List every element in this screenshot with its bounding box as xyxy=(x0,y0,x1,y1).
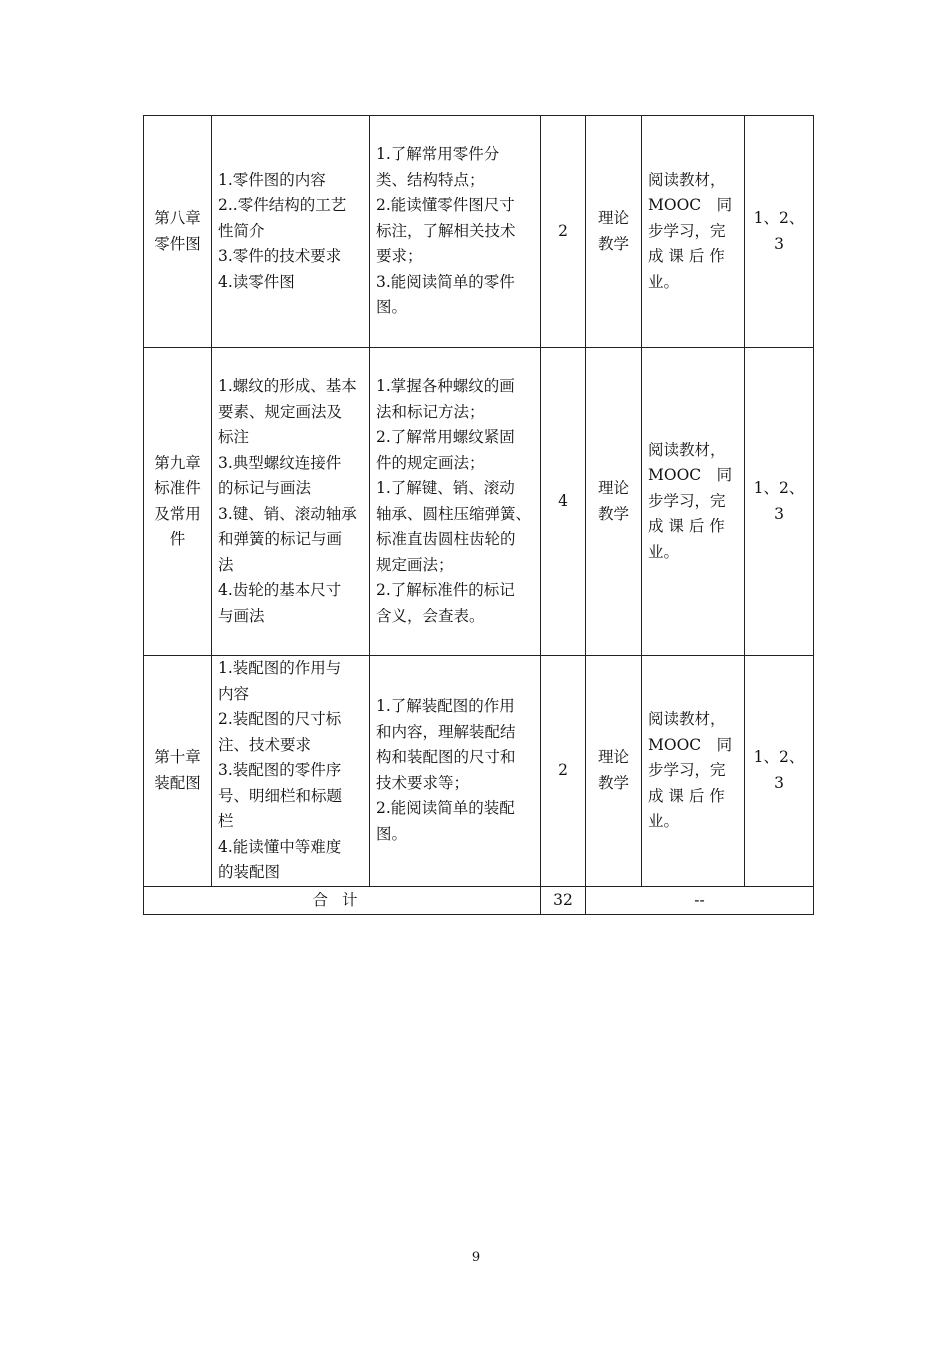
total-row xyxy=(144,886,814,914)
chapter-cell: 第十章 装配图 xyxy=(144,656,212,887)
content-cell: 1.装配图的作用与 内容 2.装配图的尺寸标 注、技术要求 3.装配图的零件序 号、明细栏和标题 栏 4.能读懂中等难度 的装配图 xyxy=(212,656,370,887)
method-cell: 理论 教学 xyxy=(586,348,642,656)
hours-cell: 4 xyxy=(541,348,586,656)
activities-cell: 阅读教材， MOOC 同 步学习，完 成 课 后 作 业。 xyxy=(642,348,745,656)
goals-cell: 1、2、3 xyxy=(745,116,814,348)
requirements-cell: 1.掌握各种螺纹的画 法和标记方法； 2.了解常用螺纹紧固 件的规定画法； 1.了解键、销、滚动 轴承、圆柱压缩弹簧、 标准直齿圆柱齿轮的 规定画法； 2.了解标准件的标记 含义，会查表。 xyxy=(370,348,541,656)
content-cell: 1.螺纹的形成、基本 要素、规定画法及 标注 3.典型螺纹连接件 的标记与画法 3.键、销、滚动轴承 和弹簧的标记与画 法 4.齿轮的基本尺寸 与画法 xyxy=(212,348,370,656)
method-cell: 理论 教学 xyxy=(586,116,642,348)
course-schedule-table xyxy=(143,115,814,915)
goals-cell: 1、2、3 xyxy=(745,656,814,887)
table-row xyxy=(144,348,814,656)
method-cell: 理论 教学 xyxy=(586,656,642,887)
total-hours: 32 xyxy=(541,886,586,914)
activities-cell: 阅读教材， MOOC 同 步学习，完 成 课 后 作 业。 xyxy=(642,116,745,348)
content-cell: 1.零件图的内容 2..零件结构的工艺 性简介 3.零件的技术要求 4.读零件图 xyxy=(212,116,370,348)
requirements-cell: 1.了解常用零件分 类、结构特点； 2.能读懂零件图尺寸 标注，了解相关技术 要求； 3.能阅读简单的零件 图。 xyxy=(370,116,541,348)
hours-cell: 2 xyxy=(541,116,586,348)
table-row xyxy=(144,656,814,887)
chapter-cell: 第八章 零件图 xyxy=(144,116,212,348)
table-row xyxy=(144,116,814,348)
goals-cell: 1、2、3 xyxy=(745,348,814,656)
chapter-cell: 第九章 标准件 及常用 件 xyxy=(144,348,212,656)
total-other: -- xyxy=(586,886,814,914)
requirements-cell: 1.了解装配图的作用 和内容，理解装配结 构和装配图的尺寸和 技术要求等； 2.能阅读简单的装配 图。 xyxy=(370,656,541,887)
hours-cell: 2 xyxy=(541,656,586,887)
activities-cell: 阅读教材， MOOC 同 步学习，完 成 课 后 作 业。 xyxy=(642,656,745,887)
page-number: 9 xyxy=(471,1250,481,1265)
total-label: 合计 xyxy=(144,886,541,914)
